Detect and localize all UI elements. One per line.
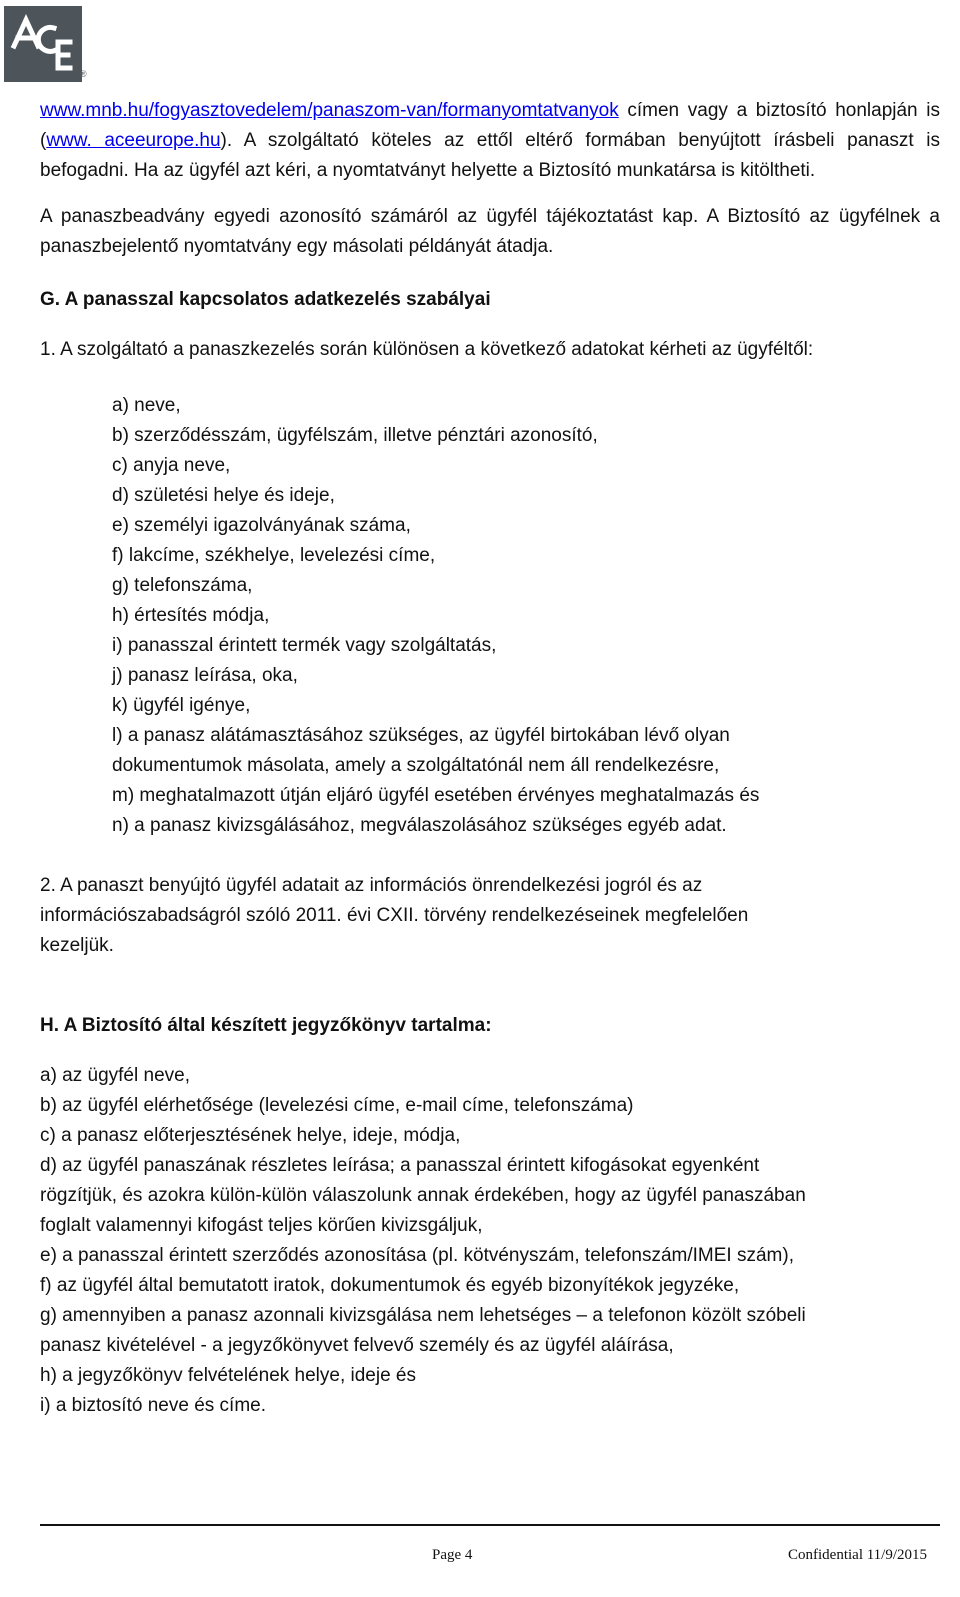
- list-item: b) az ügyfél elérhetősége (levelezési címe, e-mail címe, telefonszáma): [40, 1095, 634, 1116]
- list-item: d) születési helye és ideje,: [112, 485, 335, 506]
- list-item: i) panasszal érintett termék vagy szolgáltatás,: [112, 635, 497, 656]
- list-item: c) a panasz előterjesztésének helye, ideje, módja,: [40, 1125, 461, 1146]
- paragraph-line: 2. A panaszt benyújtó ügyfél adatait az információs önrendelkezési jogról és az: [40, 875, 703, 896]
- list-item: e) személyi igazolványának száma,: [112, 515, 411, 536]
- document-body: [40, 96, 940, 1421]
- list-item: f) az ügyfél által bemutatott iratok, dokumentumok és egyéb bizonyítékok jegyzéke,: [40, 1275, 740, 1296]
- section-g-item-1: 1. A szolgáltató a panaszkezelés során különösen a következő adatokat kérheti az ügyféltől:: [40, 339, 814, 360]
- section-g-heading: G. A panasszal kapcsolatos adatkezelés szabályai: [40, 289, 491, 310]
- paragraph-line: információszabadságról szóló 2011. évi CXII. törvény rendelkezéseinek megfelelően: [40, 905, 749, 926]
- list-item: f) lakcíme, székhelye, levelezési címe,: [112, 545, 436, 566]
- list-item: h) értesítés módja,: [112, 605, 270, 626]
- list-item: dokumentumok másolata, amely a szolgáltatónál nem áll rendelkezésre,: [112, 755, 720, 776]
- list-item: a) neve,: [112, 395, 181, 416]
- list-item: l) a panasz alátámasztásához szükséges, az ügyfél birtokában lévő olyan: [112, 725, 730, 746]
- ace-logo: [4, 6, 82, 82]
- intro-paragraph: [40, 96, 940, 186]
- data-list: [40, 391, 940, 841]
- list-item: g) amennyiben a panasz azonnali kivizsgálása nem lehetséges – a telefonon közölt szóbeli: [40, 1305, 806, 1326]
- list-item: c) anyja neve,: [112, 455, 231, 476]
- intro-text-2: ). A szolgáltató köteles az ettől eltérő formában benyújtott írásbeli panaszt is befogadni. Ha az ügyfél azt kéri, a nyomtatványt helyette a Biztosító munkatársa is kitöltheti.: [40, 130, 940, 181]
- mnb-link[interactable]: www.mnb.hu/fogyasztovedelem/panaszom-van/formanyomtatvanyok: [40, 100, 619, 121]
- footer-page-number: Page 4: [432, 1547, 473, 1563]
- section-h-heading: H. A Biztosító által készített jegyzőkönyv tartalma:: [40, 1015, 492, 1036]
- section-g-item-2: [40, 871, 940, 961]
- list-item: k) ügyfél igénye,: [112, 695, 251, 716]
- list-item: h) a jegyzőkönyv felvételének helye, ideje és: [40, 1365, 417, 1386]
- paragraph-line: kezeljük.: [40, 935, 114, 956]
- list-item: i) a biztosító neve és címe.: [40, 1395, 266, 1416]
- list-item: g) telefonszáma,: [112, 575, 253, 596]
- list-item: m) meghatalmazott útján eljáró ügyfél esetében érvényes meghatalmazás és: [112, 785, 760, 806]
- list-item: e) a panasszal érintett szerződés azonosítása (pl. kötvényszám, telefonszám/IMEI szám),: [40, 1245, 794, 1266]
- ace-link[interactable]: www. aceeurope.hu: [46, 130, 221, 151]
- list-item: a) az ügyfél neve,: [40, 1065, 190, 1086]
- list-item: foglalt valamennyi kifogást teljes körűen kivizsgáljuk,: [40, 1215, 483, 1236]
- section-h-list: [40, 1061, 940, 1421]
- list-item: b) szerződésszám, ügyfélszám, illetve pénztári azonosító,: [112, 425, 598, 446]
- footer-confidential: Confidential 11/9/2015: [788, 1547, 928, 1563]
- intro-text-1: címen vagy a biztosító honlapján is (: [40, 100, 940, 151]
- list-item: j) panasz leírása, oka,: [112, 665, 298, 686]
- list-item: rögzítjük, és azokra külön-külön válaszolunk annak érdekében, hogy az ügyfél panaszában: [40, 1185, 806, 1206]
- list-item: n) a panasz kivizsgálásához, megválaszolásához szükséges egyéb adat.: [112, 815, 727, 836]
- footer-divider: [40, 1524, 940, 1526]
- registered-mark: ®: [80, 69, 87, 79]
- identifier-paragraph: A panaszbeadvány egyedi azonosító számáról az ügyfél tájékoztatást kap. A Biztosító az ügyfélnek a panaszbejelentő nyomtatvány egy másolati példányát átadja.: [40, 206, 940, 257]
- list-item: panasz kivételével - a jegyzőkönyvet felvevő személy és az ügyfél aláírása,: [40, 1335, 674, 1356]
- list-item: d) az ügyfél panaszának részletes leírása; a panasszal érintett kifogásokat egyenként: [40, 1155, 760, 1176]
- ace-logo-mark: [4, 6, 82, 82]
